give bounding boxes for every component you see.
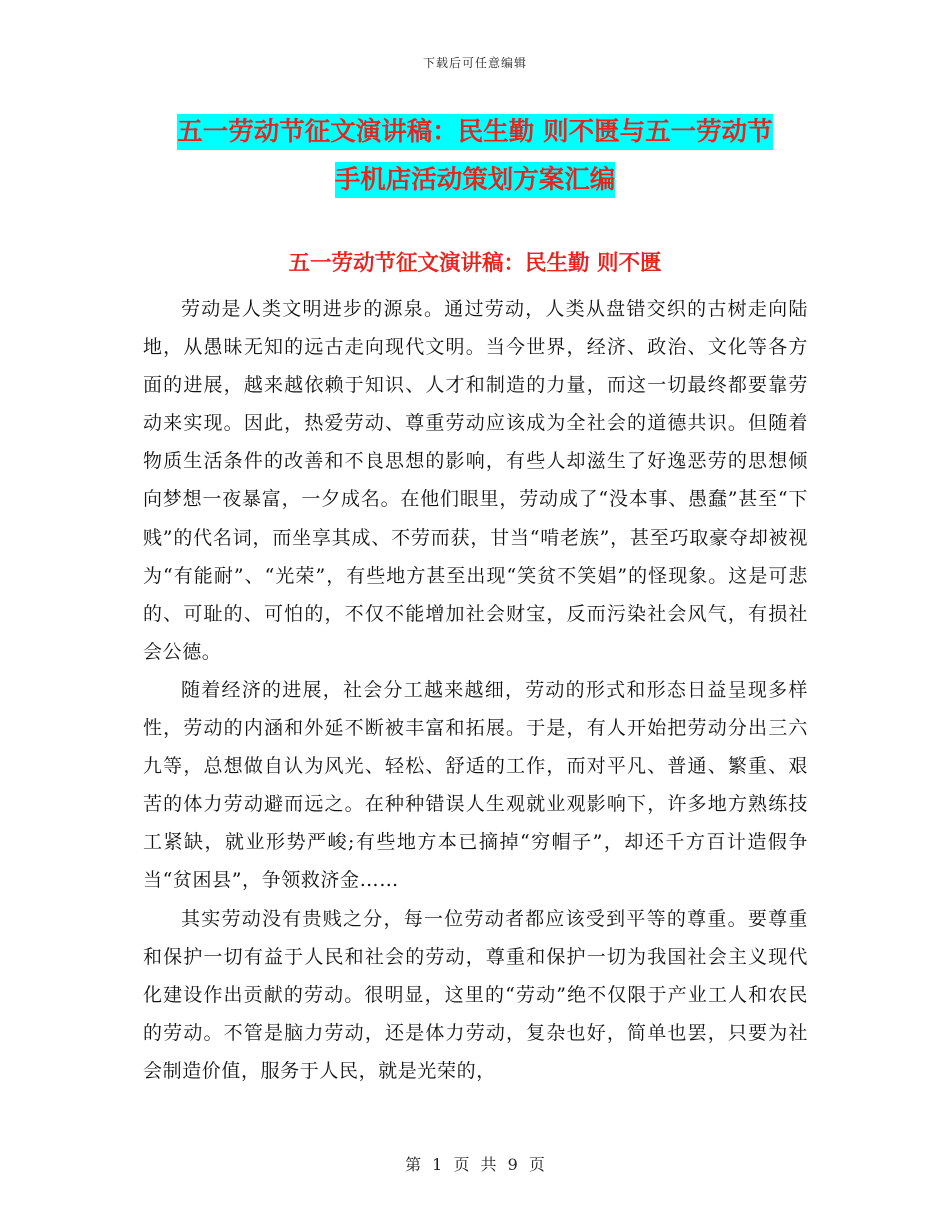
document-body [143, 290, 808, 1090]
page-footer: 第 1 页 共 9 页 [405, 1155, 545, 1174]
body-paragraph-2: 随着经济的进展，社会分工越来越细，劳动的形式和形态日益呈现多样性，劳动的内涵和外延不断被丰富和拓展。于是，有人开始把劳动分出三六九等，总想做自认为风光、轻松、舒适的工作，而对平凡、普通、繁重、艰苦的体力劳动避而远之。在种种错误人生观就业观影响下，许多地方熟练技工紧缺，就业形势严峻;有些地方本已摘掉“穷帽子”，却还千方百计造假争当“贫困县”，争领救济金…… [143, 678, 808, 892]
document-title [0, 108, 950, 204]
section-title: 五一劳动节征文演讲稿：民生勤 则不匮 [288, 251, 662, 276]
body-paragraph-1: 劳动是人类文明进步的源泉。通过劳动，人类从盘错交织的古树走向陆地，从愚昧无知的远古走向现代文明。当今世界，经济、政治、文化等各方面的进展，越来越依赖于知识、人才和制造的力量，而这一切最终都要靠劳动来实现。因此，热爱劳动、尊重劳动应该成为全社会的道德共识。但随着物质生活条件的改善和不良思想的影响，有些人却滋生了好逸恶劳的思想倾向梦想一夜暴富，一夕成名。在他们眼里，劳动成了“没本事、愚蠢”甚至“下贱”的代名词，而坐享其成、不劳而获，甘当“啃老族”，甚至巧取豪夺却被视为“有能耐”、“光荣”，有些地方甚至出现“笑贫不笑娼”的怪现象。这是可悲的、可耻的、可怕的，不仅不能增加社会财宝，反而污染社会风气，有损社会公德。 [143, 298, 808, 663]
document-title-line-1: 五一劳动节征文演讲稿：民生勤 则不匮与五一劳动节 [177, 114, 772, 150]
body-paragraph-3: 其实劳动没有贵贱之分，每一位劳动者都应该受到平等的尊重。要尊重和保护一切有益于人民和社会的劳动，尊重和保护一切为我国社会主义现代化建设作出贡献的劳动。很明显，这里的“劳动”绝不仅限于产业工人和农民的劳动。不管是脑力劳动，还是体力劳动，复杂也好，简单也罢，只要为社会制造价值，服务于人民，就是光荣的， [143, 907, 808, 1082]
page-header-note: 下载后可任意编辑 [422, 56, 527, 70]
document-title-line-2: 手机店活动策划方案汇编 [335, 162, 616, 198]
